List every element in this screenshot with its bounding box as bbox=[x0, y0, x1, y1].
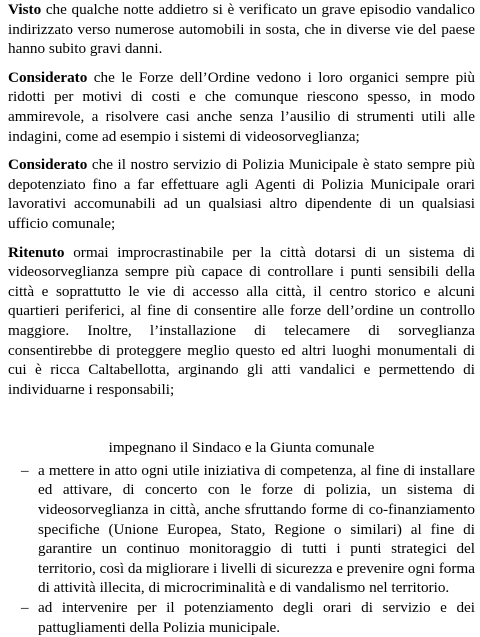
paragraph-text: che il nostro servizio di Polizia Municipale è stato sempre più depotenziato fino a far effettuare agli Agenti di Polizia Municipale orari lavorativi accomunabili ad un qualsiasi altro dipendente di un qualsiasi ufficio comunale; bbox=[8, 156, 475, 232]
paragraph-text: che qualche notte addietro si è verificato un grave episodio vandalico indirizzato verso numerose automobili in sosta, che in diverse vie del paese hanno subito gravi danni. bbox=[8, 1, 475, 58]
action-list bbox=[8, 461, 475, 637]
paragraph-lead: Visto bbox=[8, 1, 42, 18]
action-item bbox=[8, 461, 475, 598]
paragraph-visto bbox=[8, 0, 475, 59]
paragraph-lead: Considerato bbox=[8, 156, 88, 174]
action-text: ad intervenire per il potenziamento degli orari di servizio e dei pattugliamenti della Polizia municipale. bbox=[38, 599, 475, 636]
commitment-heading: impegnano il Sindaco e la Giunta comunale bbox=[108, 439, 375, 457]
paragraph-considerato-polizia bbox=[8, 155, 475, 233]
dash-bullet-icon: – bbox=[21, 599, 29, 617]
paragraph-ritenuto bbox=[8, 243, 475, 400]
action-text: a mettere in atto ogni utile iniziativa di competenza, al fine di installare ed attivare, di concerto con le forze di polizia, un sistema di videosorveglianza in città, anche sfruttando forme di co-finanziamento specifiche (Unione Europea, Stato, Regione o similari) al fine di garantire un continuo monitoraggio di tutti i punti strategici del territorio, così da migliorare i livelli di sicurezza e prevenire ogni forma di attività illecita, di microcriminalità e di vandalismo nel territorio. bbox=[38, 461, 475, 597]
paragraph-lead: Considerato bbox=[8, 68, 88, 86]
paragraph-text: ormai improcrastinabile per la città dotarsi di un sistema di videosorveglianza sempre più capace di controllare i punti sensibili della città e soprattutto le vie di accesso alla città, il centro storico e alcuni quartieri periferici, al fine di consentire alle forze dell’ordine un controllo maggiore. Inoltre, l’installazione di telecamere di sorveglianza consentirebbe di proteggere meglio questo ed altri luoghi monumentali di cui è ricca Caltabellotta, arginando gli atti vandalici e permettendo di individuarne i responsabili; bbox=[8, 243, 475, 398]
paragraph-text: che le Forze dell’Ordine vedono i loro organici sempre più ridotti per motivi di costi e che comunque riescono spesso, in modo ammirevole, a risolvere casi anche senza l’ausilio di strumenti utili alle indagini, come ad esempio i sistemi di videosorveglianza; bbox=[8, 68, 475, 145]
paragraph-considerato-forze bbox=[8, 68, 475, 146]
paragraph-lead: Ritenuto bbox=[8, 243, 65, 261]
action-item bbox=[8, 598, 475, 637]
dash-bullet-icon: – bbox=[21, 461, 29, 479]
